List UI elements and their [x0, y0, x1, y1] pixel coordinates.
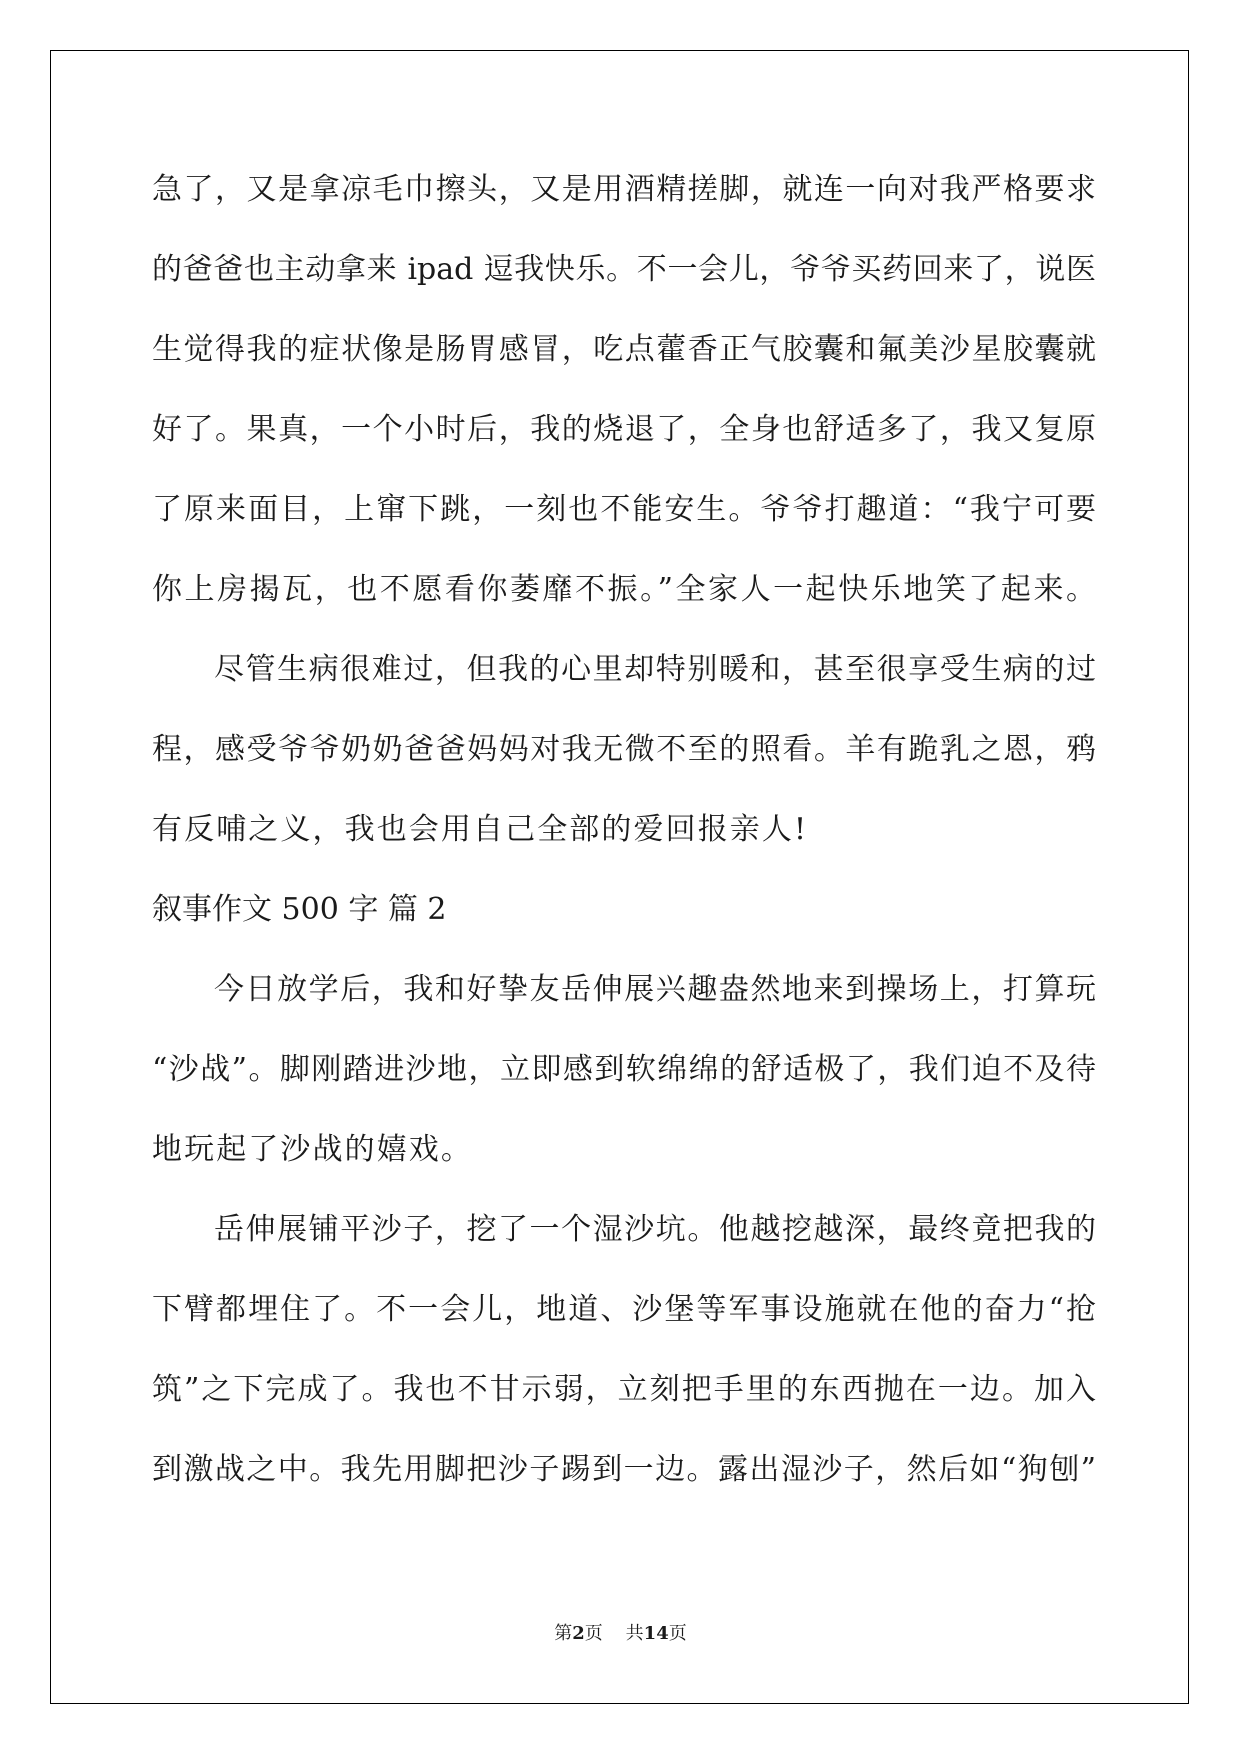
paragraph-line: 到激战之中。我先用脚把沙子踢到一边。露出湿沙子，然后如“狗刨”	[152, 1452, 1096, 1487]
paragraph-line: 好了。果真，一个小时后，我的烧退了，全身也舒适多了，我又复原	[152, 412, 1096, 447]
paragraph-line: 今日放学后，我和好挚友岳伸展兴趣盎然地来到操场上，打算玩	[214, 972, 1096, 1007]
paragraph-line: “沙战”。脚刚踏进沙地，立即感到软绵绵的舒适极了，我们迫不及待	[152, 1052, 1096, 1087]
paragraph-line: 下臂都埋住了。不一会儿，地道、沙堡等军事设施就在他的奋力“抢	[152, 1292, 1096, 1327]
paragraph-line: 尽管生病很难过，但我的心里却特别暖和，甚至很享受生病的过	[214, 652, 1096, 687]
paragraph-line: 有反哺之义，我也会用自己全部的爱回报亲人!	[152, 812, 809, 847]
footer-total-unit: 页	[668, 1623, 687, 1644]
paragraph-line: 的爸爸也主动拿来 ipad 逗我快乐。不一会儿，爷爷买药回来了，说医	[152, 252, 1096, 287]
paragraph-line: 地玩起了沙战的嬉戏。	[152, 1132, 473, 1167]
page-footer	[0, 1622, 1241, 1646]
paragraph-line: 了原来面目，上窜下跳，一刻也不能安生。爷爷打趣道：“我宁可要	[152, 492, 1096, 527]
paragraph-line: 岳伸展铺平沙子，挖了一个湿沙坑。他越挖越深，最终竟把我的	[214, 1212, 1096, 1247]
paragraph-line: 你上房揭瓦，也不愿看你萎靡不振。”全家人一起快乐地笑了起来。	[152, 572, 1096, 607]
paragraph-line: 生觉得我的症状像是肠胃感冒，吃点藿香正气胶囊和氟美沙星胶囊就	[152, 332, 1096, 367]
footer-prefix: 第	[554, 1623, 573, 1644]
section-heading: 叙事作文 500 字 篇 2	[152, 892, 447, 927]
paragraph-line: 程，感受爷爷奶奶爸爸妈妈对我无微不至的照看。羊有跪乳之恩，鸦	[152, 732, 1096, 767]
total-page-count: 14	[643, 1623, 669, 1644]
current-page-number: 2	[572, 1623, 585, 1644]
paragraph-line: 急了，又是拿凉毛巾擦头，又是用酒精搓脚，就连一向对我严格要求	[152, 172, 1096, 207]
footer-page-unit: 页	[584, 1623, 603, 1644]
footer-total-prefix: 共	[625, 1623, 644, 1644]
paragraph-line: 筑”之下完成了。我也不甘示弱，立刻把手里的东西抛在一边。加入	[152, 1372, 1096, 1407]
